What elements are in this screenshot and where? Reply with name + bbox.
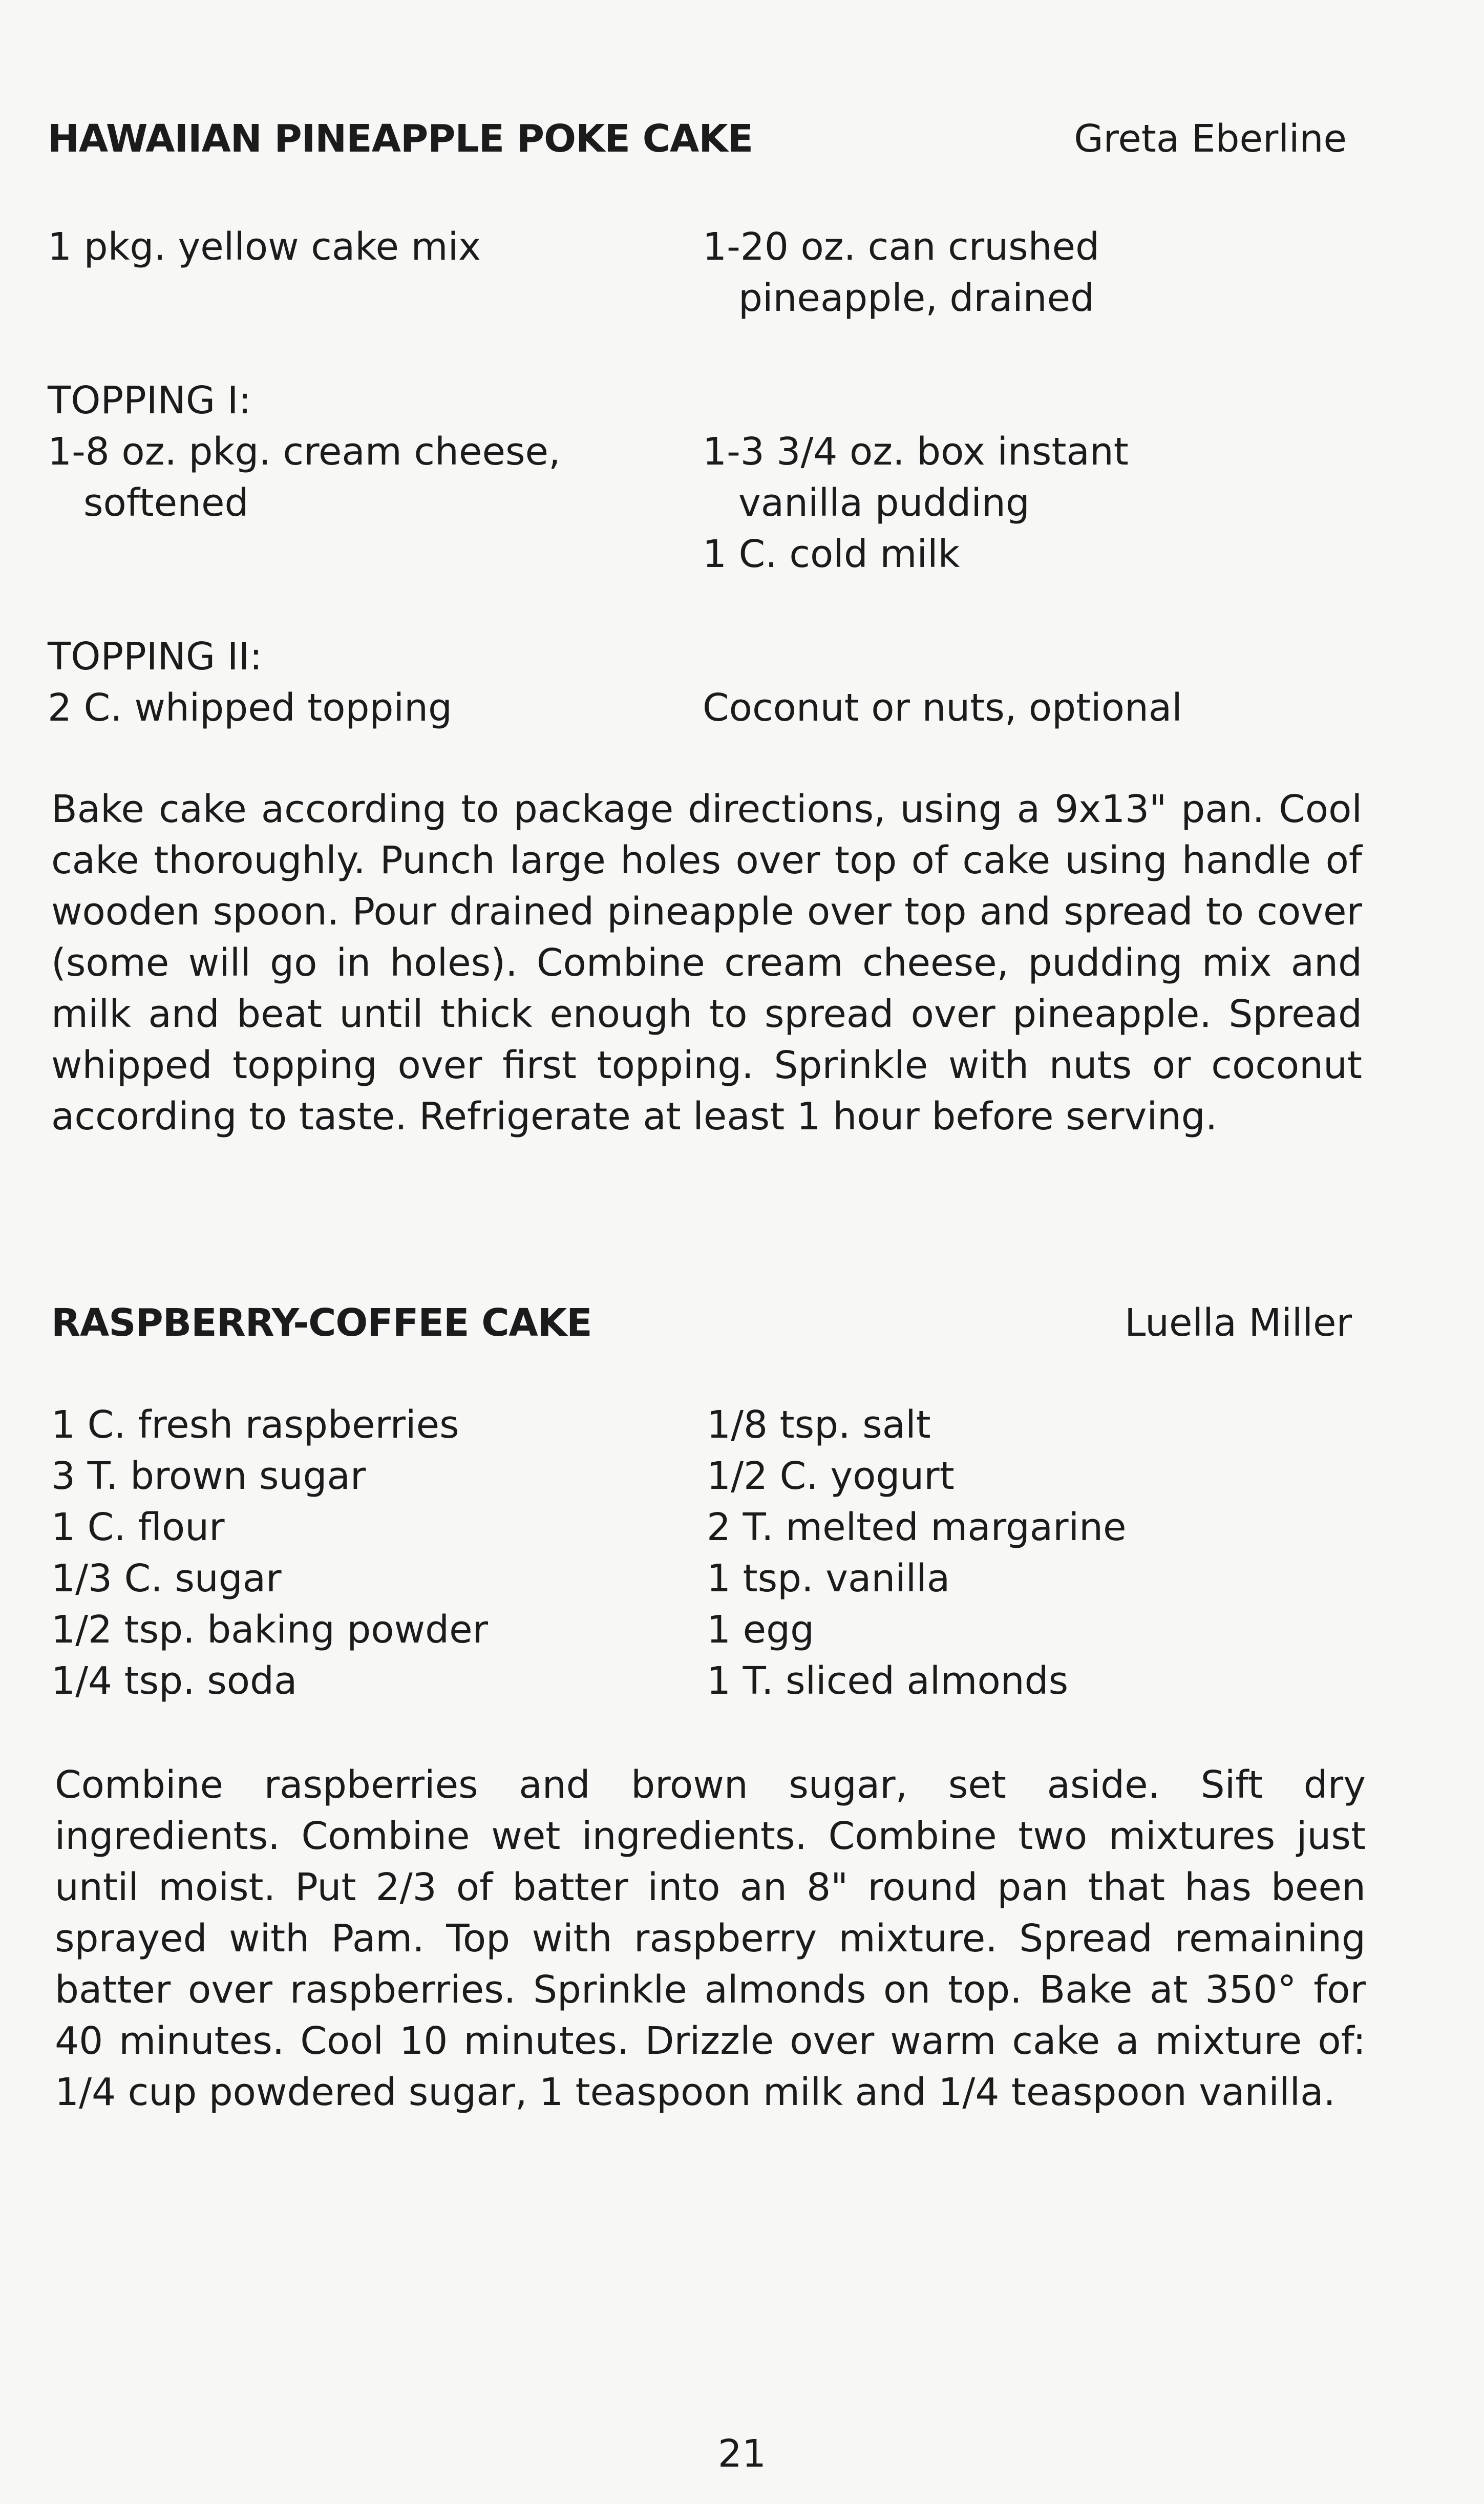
ingredient-line: 1 tsp. vanilla [707,1556,950,1601]
ingredient-line: vanilla pudding [738,481,1030,525]
ingredient-line: softened [83,481,249,525]
ingredient-line: 3 T. brown sugar [51,1454,366,1498]
ingredient-line: pineapple, drained [738,276,1095,320]
ingredient-line: 1 T. sliced almonds [707,1659,1069,1703]
ingredient-line: 1/4 tsp. soda [51,1659,298,1703]
ingredient-line: 1/2 C. yogurt [707,1454,955,1498]
section-label: TOPPING II: [48,635,263,679]
recipe-directions: Combine raspberries and brown sugar, set aside. Sift dry ingredients. Combine wet ingredients. Combine two mixtures just until moist. Put 2/3 of batter into an 8" round pan that has been sprayed with Pam. Top with raspberry mixture. Spread remaining batter over raspberries. Sprinkle almonds on top. Bake at 350° for 40 minutes. Cool 10 minutes. Drizzle over warm cake a mixture of: 1/4 cup powdered sugar, 1 teaspoon milk and 1/4 teaspoon vanilla. [55,1763,1366,2114]
ingredient-line: Coconut or nuts, optional [703,686,1182,730]
ingredient-line: 1 egg [707,1608,815,1652]
ingredient-line: 1 C. fresh raspberries [51,1403,459,1447]
section-label: TOPPING I: [48,378,251,423]
ingredient-line: 1-8 oz. pkg. cream cheese, [48,430,561,474]
ingredient-line: 1/8 tsp. salt [707,1403,931,1447]
recipe-author: Luella Miller [1125,1301,1352,1345]
ingredient-line: 2 T. melted margarine [707,1505,1127,1549]
ingredient-line: 1 C. cold milk [703,532,960,576]
recipe-directions: Bake cake according to package directions, using a 9x13" pan. Cool cake thoroughly. Punch large holes over top of cake using handle of wooden spoon. Pour drained pineapple over top and spread to cover (some will go in holes). Combine cream cheese, pudding mix and milk and beat until thick enough to spread over pineapple. Spread whipped topping over first topping. Sprinkle with nuts or coconut according to taste. Refrigerate at least 1 hour before serving. [51,787,1362,1139]
ingredient-line: 1 C. flour [51,1505,225,1549]
ingredient-line: 1/3 C. sugar [51,1556,282,1601]
ingredient-line: 1-3 3/4 oz. box instant [703,430,1129,474]
recipe-author: Greta Eberline [1074,117,1347,161]
ingredient-line: 1/2 tsp. baking powder [51,1608,489,1652]
ingredient-line: 2 C. whipped topping [48,686,452,730]
ingredient-line: 1 pkg. yellow cake mix [48,225,481,269]
ingredient-line: 1-20 oz. can crushed [703,225,1100,269]
recipe-title: RASPBERRY-COFFEE CAKE [51,1301,592,1345]
page-number: 21 [717,2432,767,2476]
recipe-title: HAWAIIAN PINEAPPLE POKE CAKE [48,117,753,161]
